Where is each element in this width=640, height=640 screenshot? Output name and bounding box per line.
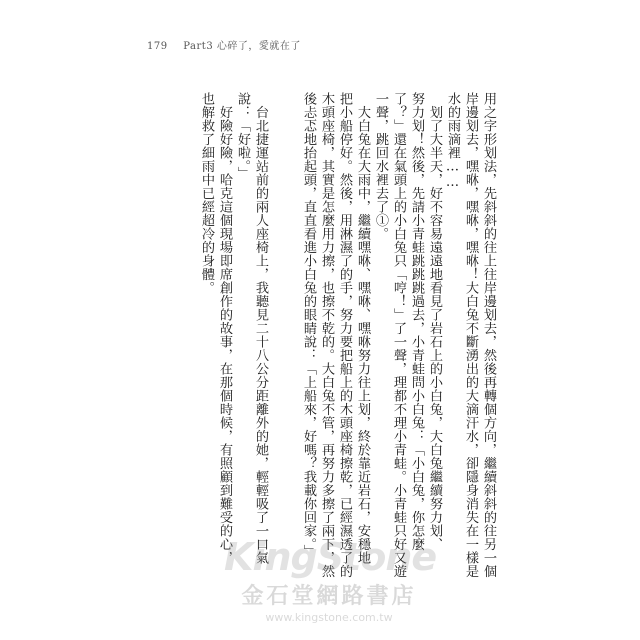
text-column: 說：「好啦。」 xyxy=(235,92,250,180)
text-column: 大白兔在大雨中，繼續嘿咻、嘿咻、嘿咻努力往上划，終於靠近岩石，安穩地 xyxy=(355,92,370,565)
text-column: 一聲，跳回水裡去了①。 xyxy=(373,92,388,241)
text-column: 把小船停好。然後，用淋濕了的手，努力要把船上的木頭座椅擦乾，已經濕透了的 xyxy=(337,92,352,578)
text-column: 也解救了細雨中已經超冷的身體。 xyxy=(199,92,214,295)
text-column: 划了大半天，好不容易遠遠地看見了岩石上的小白兔，大白兔繼續努力划、 xyxy=(427,92,442,551)
text-column: 台北捷運站前的兩人座椅上，我聽見二十八公分距離外的她，輕輕吸了一口氣 xyxy=(253,92,268,565)
text-column: 水的雨滴裡…… xyxy=(445,92,460,191)
text-column: 努力划！然後，先請小青蛙跳跳跳過去，小青蛙問小白兔：「小白兔，你怎麼 xyxy=(409,92,424,551)
text-column: 木頭座椅，其實是怎麼用力擦，也擦不乾的。大白兔不管，再努力多擦了兩下，然 xyxy=(319,92,334,578)
text-column: 用之字形划法，先斜斜的往上往岸邊划去，然後再轉個方向，繼續斜斜的往另一個 xyxy=(481,92,496,578)
running-header xyxy=(147,37,301,52)
text-column: 好險好險，哈克這個現場即席創作的故事，在那個時候，有照顧到難受的心， xyxy=(217,92,232,565)
text-column: 了？」還在氣頭上的小白兔只「哼！」了一聲，理都不理小青蛙。小青蛙只好又遊 xyxy=(391,92,406,578)
page-number: 179 xyxy=(147,41,168,52)
section-title: Part3 心碎了，愛就在了 xyxy=(183,41,301,52)
watermark-store-name: 金石堂網路書店 xyxy=(241,584,417,609)
text-column: 後忐忑地抬起頭，直直看進小白兔的眼睛說：「上船來，好嗎？我載你回家。」 xyxy=(301,92,316,558)
watermark-logo: KingStone xyxy=(224,535,437,579)
watermark-url: www.kingstone.com.tw xyxy=(265,611,393,624)
text-column: 岸邊划去，嘿咻，嘿咻，嘿咻！大白兔不斷湧出的大滴汗水，卻隱身消失在一樣是 xyxy=(463,92,478,578)
watermark xyxy=(224,535,437,635)
